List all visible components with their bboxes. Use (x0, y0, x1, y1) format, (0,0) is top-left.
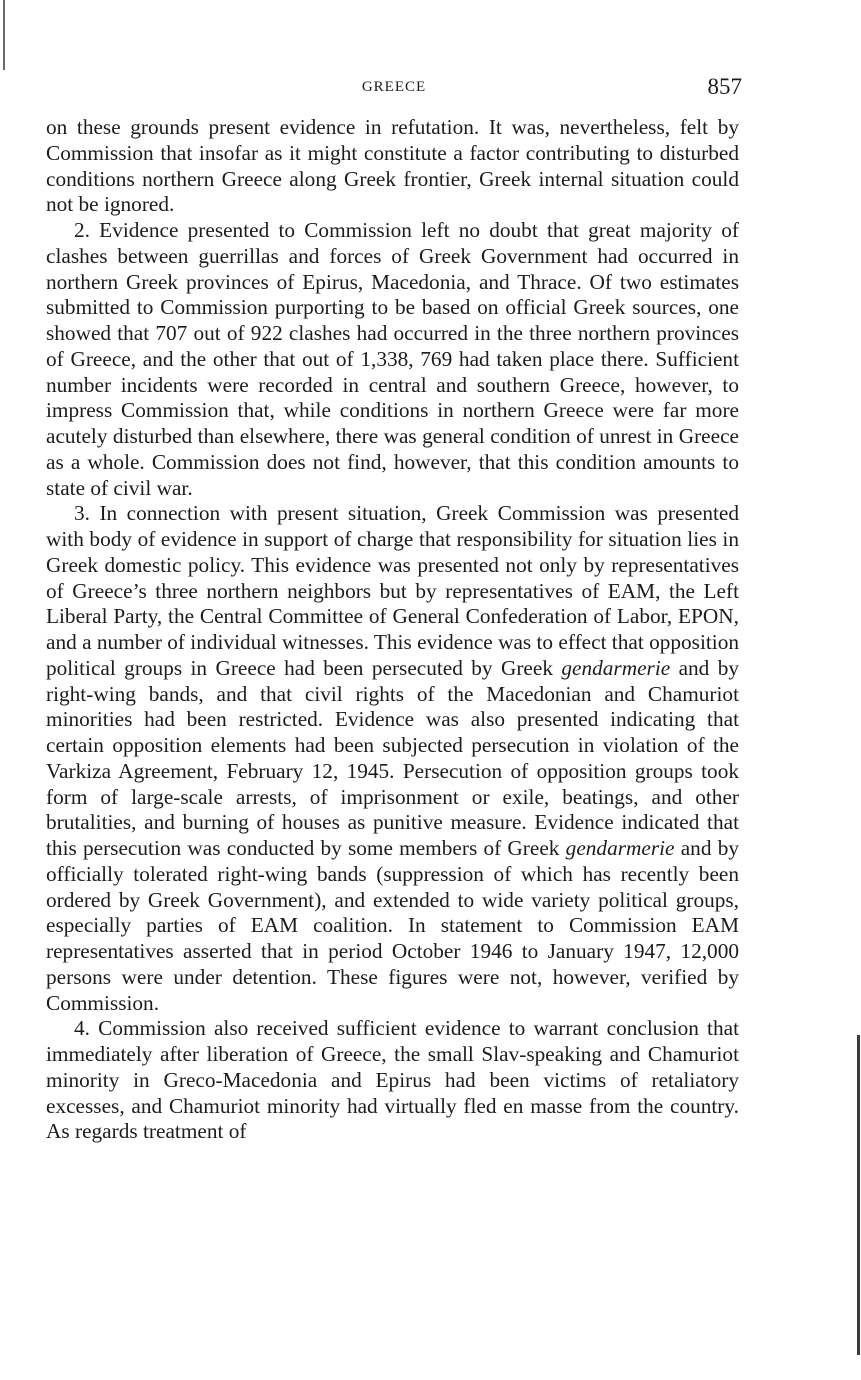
paragraph-3 (46, 501, 739, 1016)
paragraph-3-text-1: 3. In connection with present situation, Greek Commission was presented with body of evidence in support of charge that responsibility for situation lies in Greek domestic policy. This evidence was presented not only by representatives of Greece’s three northern neighbors but by representatives of EAM, the Left Liberal Party, the Central Committee of General Confederation of Labor, EPON, and a number of individual witnesses. This evidence was to effect that opposition political groups in Greece had been persecuted by Greek (46, 501, 739, 680)
paragraph-3-text-2: and by right-wing bands, and that civil rights of the Macedonian and Chamuriot minorities had been restricted. Evidence was also presented indicating that certain opposition elements had been subjected persecution in violation of the Varkiza Agreement, February 12, 1945. Persecution of opposition groups took form of large-scale arrests, of imprisonment or exile, beatings, and other brutalities, and burning of houses as punitive measure. Evidence indicated that this persecution was conducted by some members of Greek (46, 655, 739, 860)
paragraph-4: 4. Commission also received sufficient evidence to warrant conclusion that immediately after liberation of Greece, the small Slav-speaking and Chamuriot minority in Greco-Macedonia and Epirus had been victims of retaliatory excesses, and Chamuriot minority had virtually fled en masse from the country. As regards treatment of (46, 1016, 739, 1144)
body-text (46, 115, 739, 1145)
page-number: 857 (707, 74, 742, 99)
paragraph-continuation: on these grounds present evidence in refutation. It was, nevertheless, felt by Commission that insofar as it might constitute a factor contributing to disturbed conditions northern Greece along Greek frontier, Greek internal situation could not be ignored. (46, 115, 739, 217)
scan-edge-line-left (3, 0, 5, 70)
page-header (46, 76, 742, 104)
scan-edge-line-right (857, 1035, 860, 1355)
paragraph-3-italic-gendarmerie-1: gendarmerie (561, 655, 671, 680)
paragraph-2: 2. Evidence presented to Commission left no doubt that great majority of clashes between guerrillas and forces of Greek Government had occurred in northern Greek provinces of Epirus, Macedonia, and Thrace. Of two estimates submitted to Commission purporting to be based on official Greek sources, one showed that 707 out of 922 clashes had occurred in the three northern provinces of Greece, and the other that out of 1,338, 769 had taken place there. Sufficient number incidents were recorded in central and southern Greece, however, to impress Commission that, while conditions in northern Greece were far more acutely disturbed than elsewhere, there was general condition of unrest in Greece as a whole. Commission does not find, however, that this condition amounts to state of civil war. (46, 218, 739, 500)
running-head: GREECE (361, 79, 427, 95)
paragraph-3-text-3: and by officially tolerated right-wing bands (suppression of which has recently been ordered by Greek Government), and extended to wide variety political groups, especially parties of EAM coalition. In statement to Commission EAM representatives asserted that in period October 1946 to January 1947, 12,000 persons were under detention. These figures were not, however, verified by Commission. (46, 836, 739, 1015)
paragraph-3-italic-gendarmerie-2: gendarmerie (565, 836, 675, 860)
